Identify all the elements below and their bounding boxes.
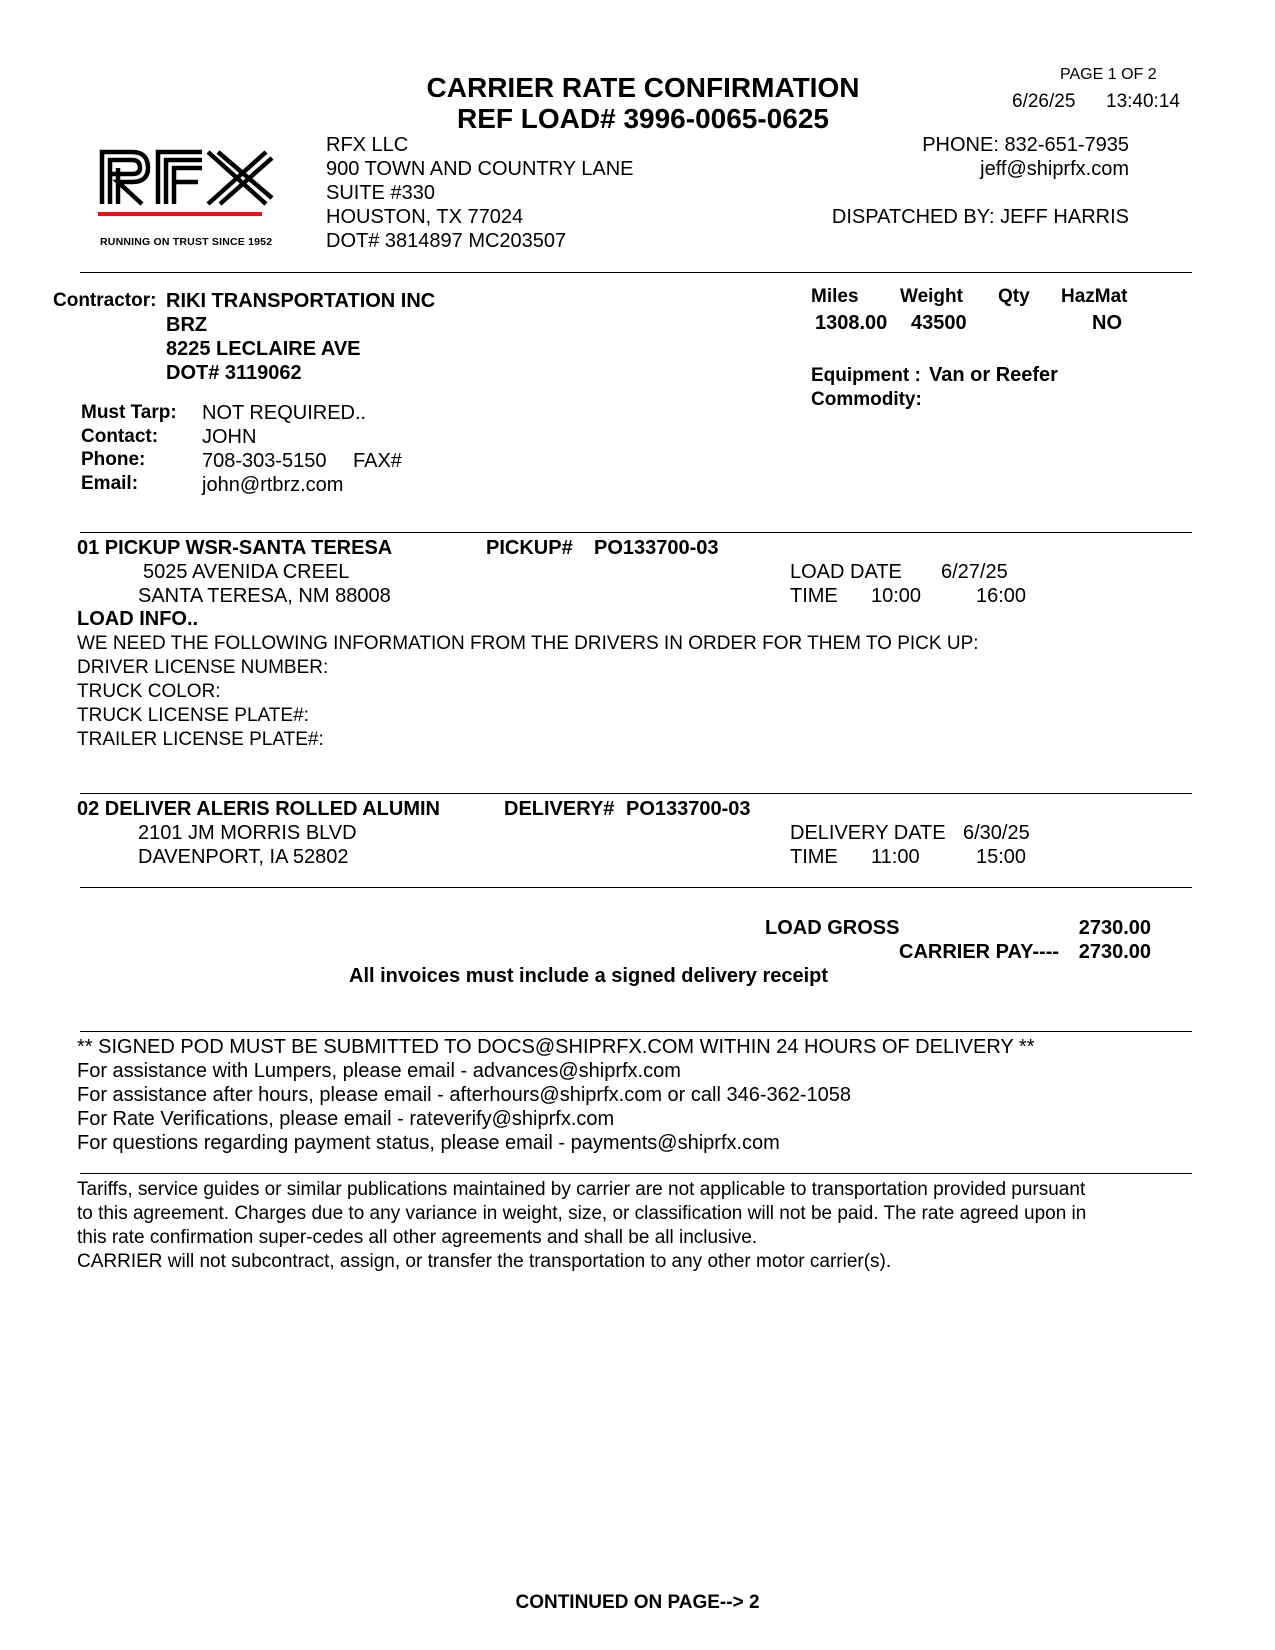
- load-date-label: LOAD DATE: [790, 561, 902, 583]
- continued-footer: CONTINUED ON PAGE--> 2: [515, 1592, 760, 1613]
- terms-line: to this agreement. Charges due to any variance in weight, size, or classification will not be paid. The rate agreed upon in: [77, 1203, 1087, 1224]
- divider: [80, 272, 1192, 273]
- contact-value: JOHN: [202, 426, 257, 448]
- load-info-line: WE NEED THE FOLLOWING INFORMATION FROM THE DRIVERS IN ORDER FOR THEM TO PICK UP:: [77, 633, 979, 654]
- contractor-dot: DOT# 3119062: [166, 362, 302, 384]
- pickup-time-end: 16:00: [976, 585, 1027, 607]
- load-info-line: TRUCK COLOR:: [77, 681, 221, 702]
- invoice-note: All invoices must include a signed delivery receipt: [349, 965, 829, 987]
- logo-accent-bar: [98, 212, 262, 216]
- commodity-label: Commodity:: [811, 389, 922, 410]
- ref-load-number: REF LOAD# 3996-0065-0625: [457, 103, 829, 134]
- email-value[interactable]: john@rtbrz.com: [202, 474, 344, 496]
- equipment-label: Equipment :: [811, 365, 921, 386]
- load-gross-value: 2730.00: [1078, 917, 1151, 939]
- pickup-heading: 01 PICKUP WSR-SANTA TERESA: [77, 537, 393, 559]
- document-time: 13:40:14: [1106, 91, 1180, 112]
- carrier-pay-value: 2730.00: [1078, 941, 1151, 963]
- weight-label: Weight: [900, 286, 963, 307]
- hazmat-value: NO: [1092, 312, 1122, 334]
- email-label: Email:: [81, 473, 139, 494]
- contractor-name: RIKI TRANSPORTATION INC: [166, 290, 436, 312]
- divider: [80, 793, 1192, 794]
- must-tarp-label: Must Tarp:: [81, 402, 177, 423]
- terms-line: this rate confirmation super-cedes all other agreements and shall be all inclusive.: [77, 1227, 758, 1248]
- weight-value: 43500: [911, 312, 967, 334]
- contact-label: Contact:: [81, 426, 159, 447]
- pickup-time-label: TIME: [790, 585, 838, 607]
- rate-verification-notice: For Rate Verifications, please email - rateverify@shiprfx.com: [77, 1108, 615, 1130]
- carrier-pay-label: CARRIER PAY----: [899, 941, 1060, 963]
- load-info-line: DRIVER LICENSE NUMBER:: [77, 657, 329, 678]
- delivery-number: PO133700-03: [626, 798, 751, 820]
- equipment-value: Van or Reefer: [929, 364, 1058, 386]
- divider: [80, 1031, 1192, 1032]
- payment-status-notice: For questions regarding payment status, please email - payments@shiprfx.com: [77, 1132, 780, 1154]
- qty-label: Qty: [998, 286, 1030, 307]
- document-title: CARRIER RATE CONFIRMATION: [426, 72, 860, 103]
- divider: [80, 1173, 1192, 1174]
- pod-notice: ** SIGNED POD MUST BE SUBMITTED TO DOCS@SHIPRFX.COM WITHIN 24 HOURS OF DELIVERY **: [77, 1036, 1035, 1058]
- phone-value: 708-303-5150: [202, 450, 327, 472]
- pickup-time-start: 10:00: [871, 585, 922, 607]
- terms-line: CARRIER will not subcontract, assign, or transfer the transportation to any other motor carrier(s).: [77, 1251, 892, 1272]
- delivery-city: DAVENPORT, IA 52802: [138, 846, 349, 868]
- delivery-time-start: 11:00: [871, 846, 920, 868]
- load-info-line: TRUCK LICENSE PLATE#:: [77, 705, 309, 726]
- dispatched-by: DISPATCHED BY: JEFF HARRIS: [831, 206, 1129, 228]
- load-info-line: TRAILER LICENSE PLATE#:: [77, 729, 324, 750]
- company-dot: DOT# 3814897 MC203507: [326, 230, 567, 252]
- divider: [80, 887, 1192, 888]
- pickup-number-label: PICKUP#: [486, 537, 573, 559]
- load-gross-label: LOAD GROSS: [765, 917, 900, 939]
- divider: [80, 532, 1192, 533]
- pickup-number: PO133700-03: [594, 537, 719, 559]
- company-email[interactable]: jeff@shiprfx.com: [980, 158, 1129, 180]
- miles-value: 1308.00: [815, 312, 888, 334]
- delivery-heading: 02 DELIVER ALERIS ROLLED ALUMIN: [77, 798, 440, 820]
- company-address1: 900 TOWN AND COUNTRY LANE: [326, 158, 634, 180]
- delivery-time-end: 15:00: [976, 846, 1027, 868]
- contractor-line2: BRZ: [166, 314, 208, 336]
- delivery-date-label: DELIVERY DATE: [790, 822, 946, 844]
- phone-label: Phone:: [81, 449, 146, 470]
- must-tarp-value: NOT REQUIRED..: [202, 402, 367, 424]
- document-date: 6/26/25: [1012, 91, 1076, 112]
- terms-line: Tariffs, service guides or similar publications maintained by carrier are not applicable to transportation provided pursuant: [77, 1179, 1086, 1200]
- pickup-city: SANTA TERESA, NM 88008: [138, 585, 391, 607]
- page-indicator: PAGE 1 OF 2: [1060, 66, 1157, 83]
- load-info-heading: LOAD INFO..: [77, 608, 199, 630]
- miles-label: Miles: [811, 286, 859, 307]
- logo-tagline: RUNNING ON TRUST SINCE 1952: [100, 236, 273, 248]
- pickup-address: 5025 AVENIDA CREEL: [143, 561, 350, 583]
- delivery-date-value: 6/30/25: [963, 822, 1030, 844]
- company-address2: SUITE #330: [326, 182, 435, 204]
- hazmat-label: HazMat: [1061, 286, 1128, 307]
- company-city: HOUSTON, TX 77024: [326, 206, 524, 228]
- delivery-time-label: TIME: [790, 846, 838, 868]
- delivery-address: 2101 JM MORRIS BLVD: [138, 822, 357, 844]
- load-date-value: 6/27/25: [941, 561, 1008, 583]
- delivery-number-label: DELIVERY#: [504, 798, 615, 820]
- after-hours-notice: For assistance after hours, please email - afterhours@shiprfx.com or call 346-362-1058: [77, 1084, 851, 1106]
- contractor-address: 8225 LECLAIRE AVE: [166, 338, 361, 360]
- lumper-notice: For assistance with Lumpers, please email - advances@shiprfx.com: [77, 1060, 681, 1082]
- fax-label: FAX#: [353, 450, 402, 472]
- contractor-label: Contractor:: [53, 290, 157, 311]
- company-name: RFX LLC: [326, 134, 409, 156]
- company-phone: PHONE: 832-651-7935: [922, 134, 1129, 156]
